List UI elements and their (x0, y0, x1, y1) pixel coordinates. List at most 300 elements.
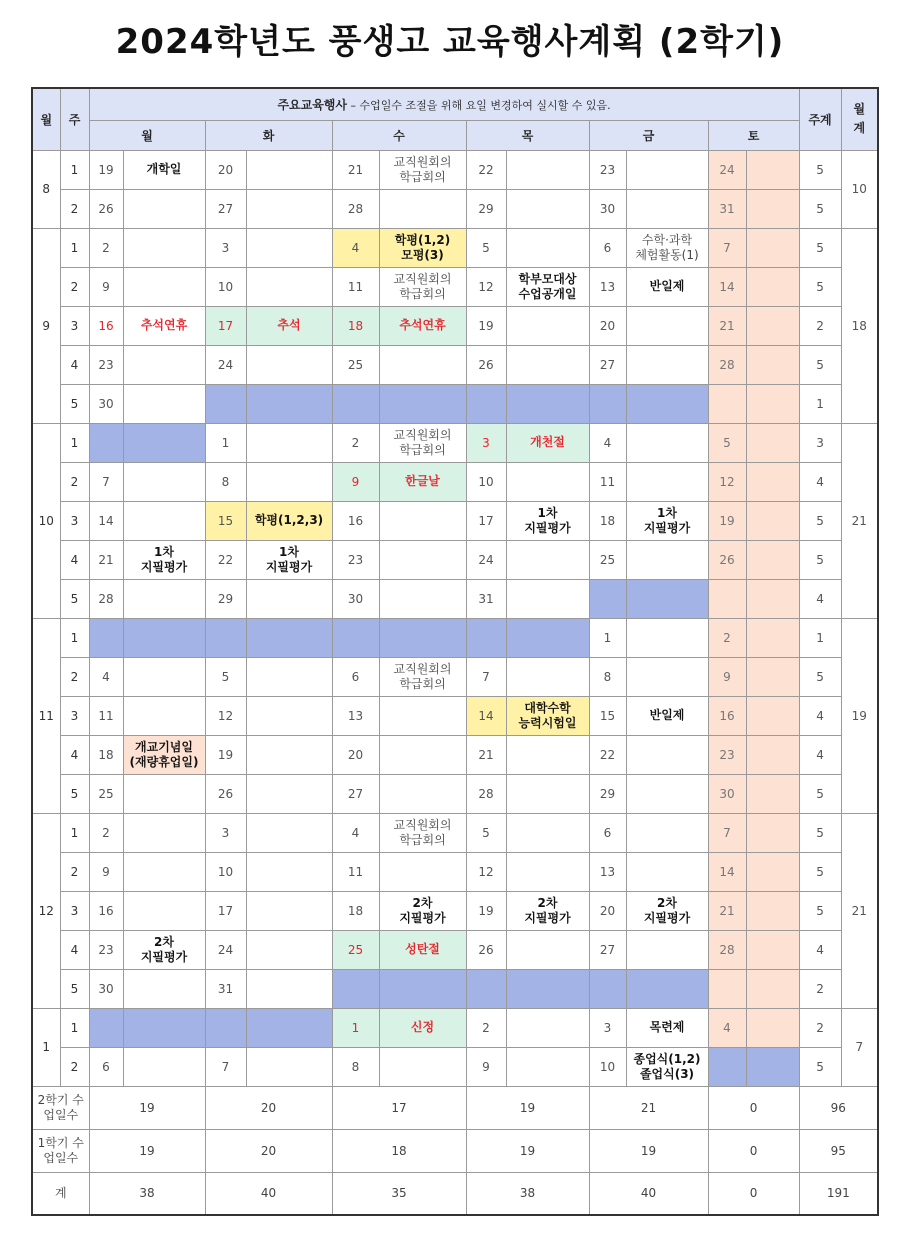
event-thu (506, 774, 589, 813)
summary-value: 0 (708, 1086, 799, 1129)
week-total: 5 (799, 189, 841, 228)
event-fri: 반일제 (626, 696, 708, 735)
date-wed: 11 (332, 267, 379, 306)
week-row (32, 345, 878, 384)
week-total: 4 (799, 696, 841, 735)
header-week: 주 (60, 88, 89, 150)
event-fri (626, 384, 708, 423)
date-fri: 25 (589, 540, 626, 579)
week-number: 2 (60, 657, 89, 696)
week-number: 3 (60, 696, 89, 735)
week-number: 3 (60, 891, 89, 930)
date-sat: 4 (708, 1008, 746, 1047)
event-mon (123, 1047, 205, 1086)
event-mon (123, 384, 205, 423)
date-mon (89, 423, 123, 462)
event-sat (746, 618, 799, 657)
event-tue (246, 969, 332, 1008)
week-total: 4 (799, 579, 841, 618)
date-mon: 18 (89, 735, 123, 774)
date-tue: 26 (205, 774, 246, 813)
date-sat: 31 (708, 189, 746, 228)
date-fri: 30 (589, 189, 626, 228)
date-sat (708, 1047, 746, 1086)
date-mon: 9 (89, 852, 123, 891)
date-thu (466, 969, 506, 1008)
date-mon (89, 618, 123, 657)
event-wed (379, 345, 466, 384)
event-mon (123, 657, 205, 696)
date-fri: 4 (589, 423, 626, 462)
week-number: 5 (60, 774, 89, 813)
event-thu (506, 1047, 589, 1086)
event-thu (506, 735, 589, 774)
month-total: 19 (841, 618, 878, 813)
date-thu: 3 (466, 423, 506, 462)
event-wed (379, 618, 466, 657)
event-tue (246, 657, 332, 696)
event-sat (746, 189, 799, 228)
summary-value: 18 (332, 1129, 466, 1172)
week-number: 2 (60, 267, 89, 306)
event-wed (379, 735, 466, 774)
week-row (32, 228, 878, 267)
summary-value: 191 (799, 1172, 878, 1215)
date-fri: 8 (589, 657, 626, 696)
event-sat (746, 852, 799, 891)
date-tue (205, 618, 246, 657)
date-sat: 14 (708, 267, 746, 306)
week-number: 4 (60, 540, 89, 579)
event-fri (626, 423, 708, 462)
event-fri: 1차 지필평가 (626, 501, 708, 540)
summary-value: 19 (466, 1086, 589, 1129)
event-tue (246, 1008, 332, 1047)
event-sat (746, 462, 799, 501)
week-row (32, 501, 878, 540)
date-wed: 4 (332, 228, 379, 267)
date-thu: 12 (466, 267, 506, 306)
date-sat: 30 (708, 774, 746, 813)
header-week-total: 주계 (799, 88, 841, 150)
week-row (32, 1008, 878, 1047)
month-cell: 8 (32, 150, 60, 228)
month-total: 7 (841, 1008, 878, 1086)
date-sat (708, 969, 746, 1008)
week-number: 1 (60, 150, 89, 189)
date-mon: 6 (89, 1047, 123, 1086)
event-sat (746, 969, 799, 1008)
week-number: 1 (60, 423, 89, 462)
event-wed: 한글날 (379, 462, 466, 501)
date-tue: 10 (205, 267, 246, 306)
week-number: 2 (60, 852, 89, 891)
header-day-sat: 토 (708, 120, 799, 150)
summary-value: 20 (205, 1129, 332, 1172)
event-tue (246, 462, 332, 501)
week-number: 1 (60, 228, 89, 267)
date-sat: 16 (708, 696, 746, 735)
date-fri (589, 384, 626, 423)
event-mon (123, 618, 205, 657)
event-fri: 종업식(1,2) 졸업식(3) (626, 1047, 708, 1086)
event-thu (506, 228, 589, 267)
event-sat (746, 384, 799, 423)
date-fri: 18 (589, 501, 626, 540)
event-mon (123, 267, 205, 306)
week-row (32, 150, 878, 189)
date-mon: 2 (89, 813, 123, 852)
date-sat: 7 (708, 813, 746, 852)
event-tue (246, 852, 332, 891)
event-fri: 반일제 (626, 267, 708, 306)
date-fri: 13 (589, 852, 626, 891)
event-tue (246, 423, 332, 462)
month-total: 21 (841, 813, 878, 1008)
date-sat: 21 (708, 306, 746, 345)
date-tue: 22 (205, 540, 246, 579)
date-fri: 3 (589, 1008, 626, 1047)
week-number: 3 (60, 306, 89, 345)
summary-value: 35 (332, 1172, 466, 1215)
header-day-mon: 월 (89, 120, 205, 150)
date-wed (332, 618, 379, 657)
event-mon (123, 228, 205, 267)
event-tue (246, 579, 332, 618)
event-tue (246, 774, 332, 813)
event-tue: 추석 (246, 306, 332, 345)
date-tue: 8 (205, 462, 246, 501)
event-sat (746, 735, 799, 774)
week-number: 4 (60, 345, 89, 384)
event-tue (246, 1047, 332, 1086)
week-total: 5 (799, 774, 841, 813)
event-tue (246, 813, 332, 852)
date-tue: 19 (205, 735, 246, 774)
event-wed (379, 696, 466, 735)
week-number: 2 (60, 1047, 89, 1086)
event-fri: 수학·과학 체험활동(1) (626, 228, 708, 267)
summary-value: 0 (708, 1172, 799, 1215)
event-fri (626, 462, 708, 501)
date-mon: 23 (89, 930, 123, 969)
event-mon (123, 1008, 205, 1047)
week-row (32, 969, 878, 1008)
week-number: 2 (60, 462, 89, 501)
event-thu (506, 930, 589, 969)
date-wed: 6 (332, 657, 379, 696)
date-fri: 22 (589, 735, 626, 774)
date-tue: 7 (205, 1047, 246, 1086)
date-mon: 28 (89, 579, 123, 618)
date-fri: 11 (589, 462, 626, 501)
date-thu: 19 (466, 306, 506, 345)
date-tue: 5 (205, 657, 246, 696)
event-thu (506, 1008, 589, 1047)
event-fri (626, 735, 708, 774)
event-mon (123, 774, 205, 813)
date-thu (466, 384, 506, 423)
date-mon: 7 (89, 462, 123, 501)
event-mon (123, 852, 205, 891)
date-sat: 7 (708, 228, 746, 267)
week-number: 3 (60, 501, 89, 540)
event-sat (746, 1047, 799, 1086)
date-sat: 21 (708, 891, 746, 930)
week-row (32, 813, 878, 852)
event-thu: 학부모대상 수업공개일 (506, 267, 589, 306)
summary-row (32, 1129, 878, 1172)
summary-label: 2학기 수업일수 (32, 1086, 89, 1129)
date-thu: 17 (466, 501, 506, 540)
date-thu: 12 (466, 852, 506, 891)
event-wed: 교직원회의 학급회의 (379, 657, 466, 696)
date-tue: 17 (205, 306, 246, 345)
event-sat (746, 150, 799, 189)
date-wed: 18 (332, 891, 379, 930)
date-thu: 24 (466, 540, 506, 579)
summary-value: 17 (332, 1086, 466, 1129)
date-tue: 10 (205, 852, 246, 891)
date-tue: 17 (205, 891, 246, 930)
month-cell: 9 (32, 228, 60, 423)
date-thu: 29 (466, 189, 506, 228)
week-row (32, 189, 878, 228)
event-tue: 1차 지필평가 (246, 540, 332, 579)
week-total: 5 (799, 501, 841, 540)
date-wed: 20 (332, 735, 379, 774)
event-wed: 교직원회의 학급회의 (379, 267, 466, 306)
summary-value: 40 (589, 1172, 708, 1215)
date-thu: 21 (466, 735, 506, 774)
week-total: 3 (799, 423, 841, 462)
date-fri: 20 (589, 306, 626, 345)
week-total: 5 (799, 228, 841, 267)
date-tue (205, 1008, 246, 1047)
week-total: 4 (799, 462, 841, 501)
event-sat (746, 774, 799, 813)
event-tue (246, 696, 332, 735)
week-total: 5 (799, 267, 841, 306)
date-sat: 9 (708, 657, 746, 696)
week-total: 4 (799, 930, 841, 969)
week-total: 1 (799, 384, 841, 423)
week-number: 4 (60, 735, 89, 774)
date-tue: 27 (205, 189, 246, 228)
week-row (32, 1047, 878, 1086)
event-wed (379, 774, 466, 813)
date-wed (332, 384, 379, 423)
event-tue (246, 345, 332, 384)
date-wed: 16 (332, 501, 379, 540)
date-sat: 28 (708, 345, 746, 384)
event-thu (506, 813, 589, 852)
week-row (32, 267, 878, 306)
date-wed: 1 (332, 1008, 379, 1047)
date-tue: 12 (205, 696, 246, 735)
event-wed: 2차 지필평가 (379, 891, 466, 930)
event-wed (379, 852, 466, 891)
event-thu (506, 384, 589, 423)
event-sat (746, 345, 799, 384)
week-total: 2 (799, 1008, 841, 1047)
date-fri: 15 (589, 696, 626, 735)
event-mon: 추석연휴 (123, 306, 205, 345)
event-tue (246, 150, 332, 189)
event-mon (123, 813, 205, 852)
date-fri: 27 (589, 930, 626, 969)
date-thu: 26 (466, 930, 506, 969)
date-thu: 31 (466, 579, 506, 618)
date-sat: 12 (708, 462, 746, 501)
event-fri (626, 852, 708, 891)
summary-row (32, 1172, 878, 1215)
date-mon: 2 (89, 228, 123, 267)
event-fri (626, 969, 708, 1008)
summary-value: 20 (205, 1086, 332, 1129)
date-fri: 6 (589, 228, 626, 267)
date-thu: 5 (466, 228, 506, 267)
summary-value: 0 (708, 1129, 799, 1172)
week-total: 5 (799, 1047, 841, 1086)
date-wed: 23 (332, 540, 379, 579)
week-number: 5 (60, 969, 89, 1008)
date-fri: 13 (589, 267, 626, 306)
week-row (32, 696, 878, 735)
event-fri (626, 306, 708, 345)
date-thu: 22 (466, 150, 506, 189)
week-number: 1 (60, 1008, 89, 1047)
event-fri (626, 657, 708, 696)
summary-value: 38 (466, 1172, 589, 1215)
date-wed: 21 (332, 150, 379, 189)
month-cell: 11 (32, 618, 60, 813)
week-total: 2 (799, 306, 841, 345)
event-thu (506, 462, 589, 501)
event-fri: 목련제 (626, 1008, 708, 1047)
date-sat: 23 (708, 735, 746, 774)
date-sat: 19 (708, 501, 746, 540)
date-thu: 19 (466, 891, 506, 930)
date-mon: 25 (89, 774, 123, 813)
date-sat (708, 579, 746, 618)
week-total: 5 (799, 813, 841, 852)
event-fri (626, 930, 708, 969)
event-thu: 개천절 (506, 423, 589, 462)
week-number: 4 (60, 930, 89, 969)
month-total: 21 (841, 423, 878, 618)
date-tue: 20 (205, 150, 246, 189)
event-mon (123, 462, 205, 501)
event-wed (379, 189, 466, 228)
event-wed (379, 969, 466, 1008)
event-fri (626, 579, 708, 618)
date-wed: 25 (332, 930, 379, 969)
event-mon: 개학일 (123, 150, 205, 189)
week-row (32, 384, 878, 423)
event-tue (246, 891, 332, 930)
event-thu (506, 852, 589, 891)
date-tue: 15 (205, 501, 246, 540)
event-sat (746, 813, 799, 852)
week-total: 2 (799, 969, 841, 1008)
events-title: 주요교육행사 (277, 97, 347, 112)
event-sat (746, 930, 799, 969)
date-wed: 4 (332, 813, 379, 852)
summary-value: 95 (799, 1129, 878, 1172)
date-thu: 28 (466, 774, 506, 813)
date-tue: 29 (205, 579, 246, 618)
week-row (32, 540, 878, 579)
event-sat (746, 891, 799, 930)
summary-row (32, 1086, 878, 1129)
date-tue (205, 384, 246, 423)
date-fri: 6 (589, 813, 626, 852)
event-thu (506, 306, 589, 345)
date-mon: 14 (89, 501, 123, 540)
event-thu (506, 657, 589, 696)
event-tue (246, 384, 332, 423)
event-wed (379, 540, 466, 579)
week-total: 5 (799, 891, 841, 930)
event-sat (746, 540, 799, 579)
event-wed: 교직원회의 학급회의 (379, 150, 466, 189)
event-sat (746, 501, 799, 540)
date-wed: 18 (332, 306, 379, 345)
event-fri (626, 813, 708, 852)
week-row (32, 930, 878, 969)
summary-value: 19 (89, 1129, 205, 1172)
event-wed (379, 579, 466, 618)
date-wed: 2 (332, 423, 379, 462)
week-number: 1 (60, 813, 89, 852)
event-wed (379, 1047, 466, 1086)
date-mon: 30 (89, 969, 123, 1008)
event-wed: 신정 (379, 1008, 466, 1047)
date-wed: 28 (332, 189, 379, 228)
summary-value: 19 (589, 1129, 708, 1172)
date-thu: 7 (466, 657, 506, 696)
event-thu: 2차 지필평가 (506, 891, 589, 930)
event-thu (506, 540, 589, 579)
date-sat: 24 (708, 150, 746, 189)
event-tue (246, 930, 332, 969)
event-sat (746, 423, 799, 462)
header-day-fri: 금 (589, 120, 708, 150)
date-mon: 26 (89, 189, 123, 228)
event-fri (626, 150, 708, 189)
date-mon (89, 1008, 123, 1047)
month-total: 10 (841, 150, 878, 228)
date-sat (708, 384, 746, 423)
date-mon: 11 (89, 696, 123, 735)
date-tue: 24 (205, 930, 246, 969)
event-tue (246, 228, 332, 267)
page-title: 2024학년도 풍생고 교육행사계획 (2학기) (115, 22, 785, 62)
event-sat (746, 306, 799, 345)
date-thu: 26 (466, 345, 506, 384)
date-fri (589, 969, 626, 1008)
event-fri (626, 540, 708, 579)
date-tue: 1 (205, 423, 246, 462)
summary-label: 1학기 수업일수 (32, 1129, 89, 1172)
event-thu: 대학수학 능력시험일 (506, 696, 589, 735)
week-total: 5 (799, 540, 841, 579)
header-events (89, 88, 799, 120)
event-mon (123, 696, 205, 735)
event-thu (506, 579, 589, 618)
event-wed: 성탄절 (379, 930, 466, 969)
